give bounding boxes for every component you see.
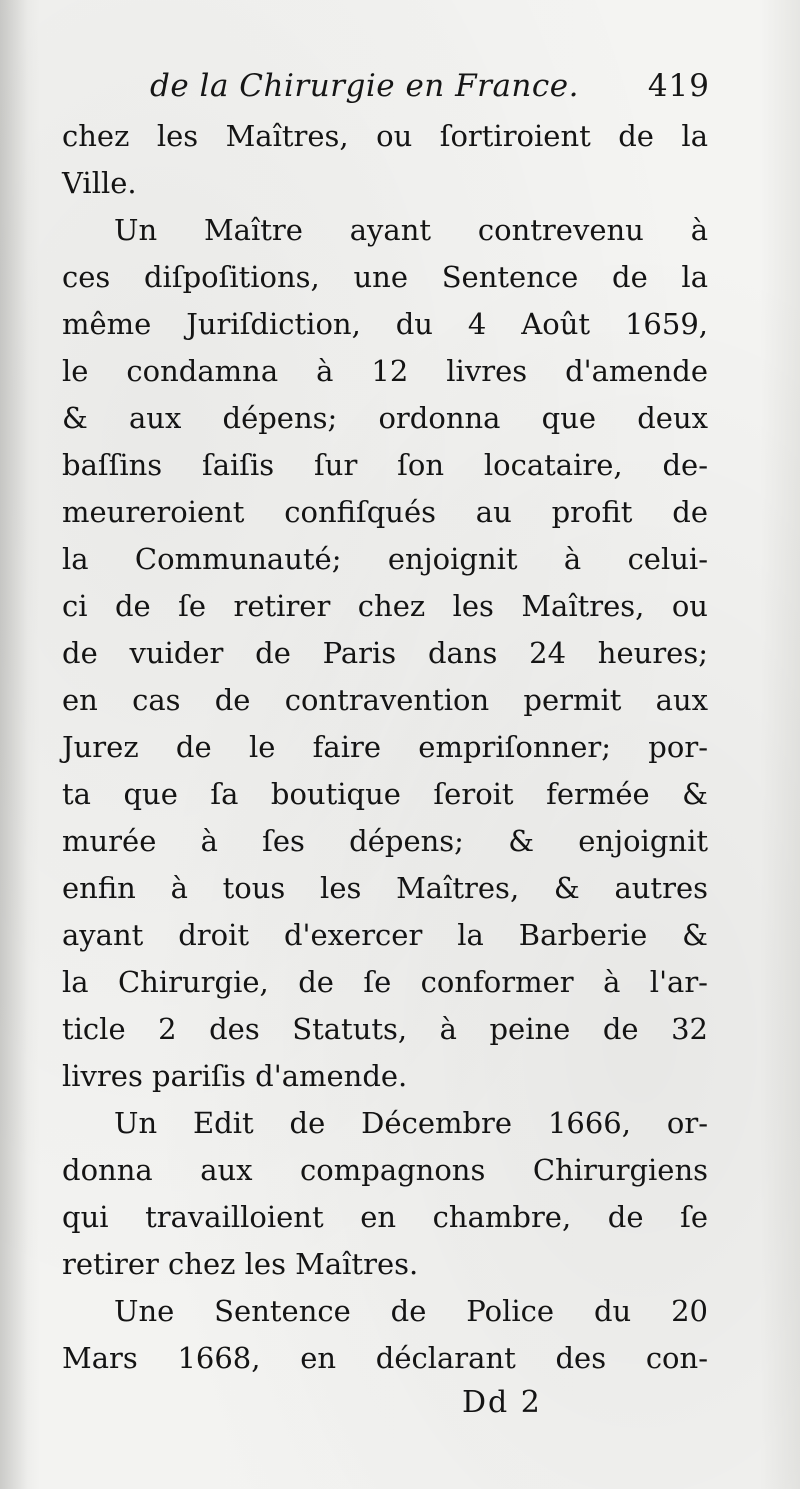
signature-mark: Dd 2 bbox=[462, 1385, 542, 1420]
running-header bbox=[150, 68, 710, 112]
text-line: en cas de contravention permit aux bbox=[62, 683, 708, 717]
text-line: murée à ſes dépens; & enjoignit bbox=[62, 824, 708, 858]
text-line: le condamna à 12 livres d'amende bbox=[62, 354, 708, 388]
text-line: Un Maître ayant contrevenu à bbox=[114, 213, 708, 247]
page-number: 419 bbox=[647, 68, 710, 104]
text-line: la Communauté; enjoignit à celui- bbox=[62, 542, 708, 576]
text-line: Une Sentence de Police du 20 bbox=[114, 1294, 708, 1328]
text-line: Jurez de le faire empriſonner; por- bbox=[62, 730, 708, 764]
text-line: & aux dépens; ordonna que deux bbox=[62, 401, 708, 435]
text-line: ci de ſe retirer chez les Maîtres, ou bbox=[62, 589, 708, 623]
text-line: Ville. bbox=[62, 166, 137, 200]
body-text bbox=[62, 113, 708, 1382]
text-line: enfin à tous les Maîtres, & autres bbox=[62, 871, 708, 905]
text-line: chez les Maîtres, ou ſortiroient de la bbox=[62, 119, 708, 153]
text-line: donna aux compagnons Chirurgiens bbox=[62, 1153, 708, 1187]
text-line: ces diſpoſitions, une Sentence de la bbox=[62, 260, 708, 294]
text-line: baſſins ſaiſis ſur ſon locataire, de- bbox=[62, 448, 708, 482]
text-line: même Juriſdiction, du 4 Août 1659, bbox=[62, 307, 708, 341]
text-line: meureroient confiſqués au profit de bbox=[62, 495, 708, 529]
text-line: livres pariſis d'amende. bbox=[62, 1059, 408, 1093]
text-line: qui travailloient en chambre, de ſe bbox=[62, 1200, 708, 1234]
running-title: de la Chirurgie en France. bbox=[150, 68, 579, 104]
text-line: la Chirurgie, de ſe conformer à l'ar- bbox=[62, 965, 708, 999]
text-line: retirer chez les Maîtres. bbox=[62, 1247, 419, 1281]
text-line: ayant droit d'exercer la Barberie & bbox=[62, 918, 708, 952]
text-line: ticle 2 des Statuts, à peine de 32 bbox=[62, 1012, 708, 1046]
gutter-shadow bbox=[0, 0, 28, 1489]
text-line: Mars 1668, en déclarant des con- bbox=[62, 1341, 708, 1375]
text-line: Un Edit de Décembre 1666, or- bbox=[114, 1106, 708, 1140]
text-line: ta que ſa boutique ſeroit fermée & bbox=[62, 777, 708, 811]
text-line: de vuider de Paris dans 24 heures; bbox=[62, 636, 708, 670]
